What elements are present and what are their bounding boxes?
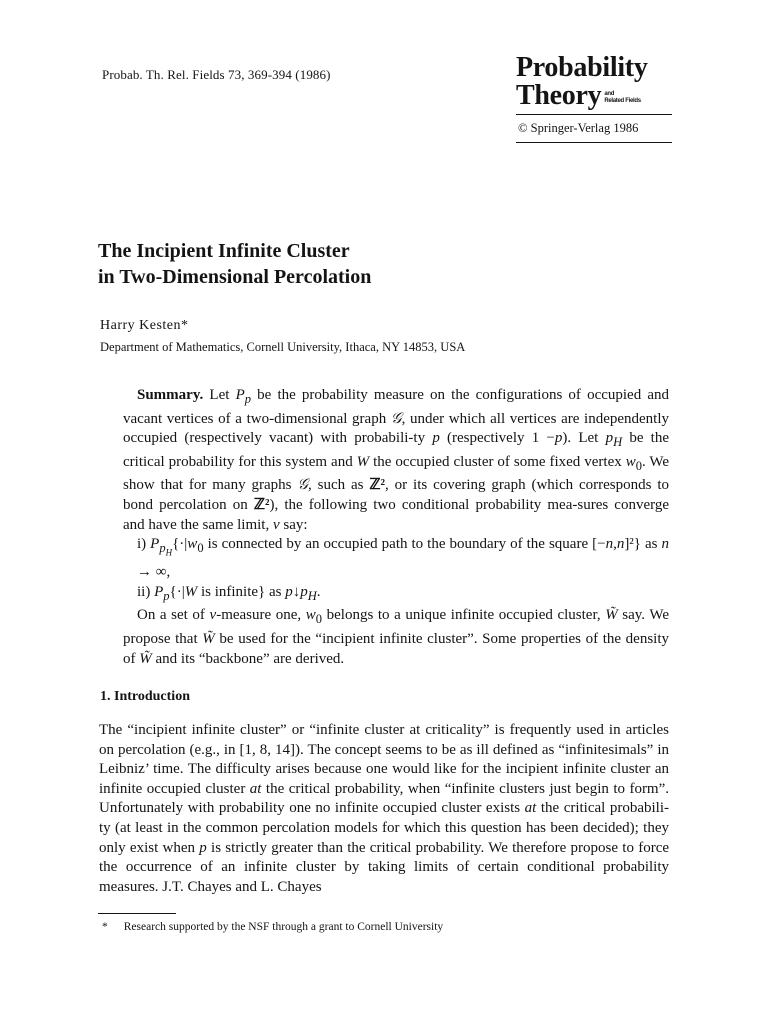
journal-citation: Probab. Th. Rel. Fields 73, 369-394 (1986) (102, 67, 331, 82)
math-symbol: P (235, 387, 245, 403)
summary-text: , or its covering graph (which corresponds to bond percolation on (123, 477, 669, 513)
summary-text: be the critical probability for this system and (123, 430, 670, 470)
body-text: is strictly greater than the critical probability. We therefore propose to force the occurrence of an infinite cluster by taking limits of certain conditional probability measures. J.T. Chayes and L. Chayes (99, 839, 670, 895)
copyright: © Springer-Verlag 1986 (518, 121, 639, 135)
math-symbol: p (163, 588, 170, 603)
math-symbol: ν (209, 607, 217, 624)
article-title (98, 238, 371, 290)
math-symbol: w (187, 536, 198, 553)
summary-condition-2 (123, 583, 669, 607)
summary-text: belongs to a unique infinite occupied cluster, (326, 607, 601, 624)
emphasis-text: at (249, 780, 262, 797)
journal-logo-subtitle: and Related Fields (604, 91, 641, 104)
author-footnote-mark: * (181, 318, 189, 333)
math-symbol: p (199, 839, 207, 856)
math-symbol: p (432, 430, 440, 447)
math-symbol: H (307, 588, 317, 603)
footnote (102, 921, 443, 933)
summary-text: ). Let (562, 430, 599, 447)
footnote-rule (98, 913, 176, 914)
math-symbol: 𝒢 (390, 410, 402, 427)
summary-text: {·| (172, 536, 188, 553)
summary-text: and its “backbone” are derived. (155, 650, 345, 667)
summary-paragraph-2 (123, 606, 669, 669)
math-symbol: n (616, 536, 625, 553)
section-heading: 1. Introduction (100, 689, 190, 704)
summary-text: ]²} as (624, 536, 658, 553)
summary-text: is infinite} as (200, 583, 282, 600)
math-symbol: n (661, 536, 669, 553)
math-symbol: ℤ² (253, 496, 270, 513)
summary-text: be used for the “incipient infinite cluster”. Some properties of the density of (123, 631, 670, 667)
math-symbol: w (625, 453, 636, 470)
journal-logo-line1: Probability (516, 52, 648, 83)
summary-label: Summary. (137, 387, 204, 403)
body-text: the critical probability, when “infinite clusters just begin to form”. Unfortunately with probability one no infinite occupied cluster exists (99, 780, 670, 817)
math-symbol: ν (272, 516, 280, 533)
summary-text: , under which all vertices are independently occupied (respectively vacant) with probabili-ty (123, 410, 670, 447)
math-symbol: p (285, 583, 293, 600)
math-symbol: P (150, 536, 160, 553)
summary-text: {·| (169, 583, 185, 600)
footnote-text: Research supported by the NSF through a grant to Cornell University (123, 921, 444, 933)
summary-text: . (316, 583, 321, 600)
logo-rule (516, 114, 672, 115)
logo-rule-bottom (516, 142, 672, 143)
summary-text: , (613, 536, 617, 553)
summary-block (123, 386, 669, 669)
math-symbol: ℤ² (369, 477, 386, 494)
math-symbol: 𝒢 (297, 477, 309, 494)
summary-text: say. We propose that (123, 607, 669, 648)
summary-text: ↓ (292, 583, 301, 600)
math-symbol: 0 (315, 612, 323, 627)
summary-text: i) (137, 536, 147, 553)
summary-condition-1 (123, 535, 669, 583)
math-symbol: p (159, 541, 166, 556)
author-name (100, 318, 189, 334)
math-symbol: W (184, 583, 198, 600)
summary-text: -measure one, (216, 607, 302, 624)
math-symbol: H (613, 435, 623, 450)
summary-text: Let (209, 387, 230, 403)
summary-text: (respectively 1 − (447, 430, 555, 447)
author-name-text: Harry Kesten (100, 318, 182, 333)
introduction-paragraph (99, 721, 669, 897)
journal-logo (516, 54, 672, 143)
summary-text: . We show that for many graphs (123, 453, 670, 494)
footnote-mark: * (102, 921, 108, 933)
math-symbol: W (356, 453, 370, 470)
body-text: the critical probabili-ty (at least in the common percolation models for which this question has been decided); they only exist when (99, 800, 670, 856)
summary-text: On a set of (137, 607, 205, 624)
summary-text: be the probability measure on the configurations of occupied and vacant vertices of a two-dimensional graph (123, 387, 670, 427)
journal-logo-theory: Theory (516, 80, 602, 111)
summary-text: → ∞, (137, 564, 171, 581)
journal-logo-line2 (516, 82, 672, 110)
emphasis-text: at (524, 800, 537, 817)
article-title-line2: in Two-Dimensional Percolation (98, 266, 372, 288)
math-symbol: n (605, 536, 614, 553)
math-symbol: w (305, 607, 316, 624)
math-symbol: p (554, 430, 563, 447)
math-symbol: p (244, 392, 251, 406)
introduction-body (99, 721, 669, 897)
math-symbol: p (300, 583, 308, 600)
math-symbol: 0 (635, 458, 642, 473)
math-symbol: 0 (197, 541, 204, 556)
summary-text: , such as (308, 477, 364, 494)
math-symbol: W̃ (202, 631, 215, 648)
summary-text: is connected by an occupied path to the boundary of the square [− (207, 536, 606, 553)
math-symbol: P (154, 583, 164, 600)
summary-paragraph (123, 386, 669, 535)
math-symbol: H (165, 547, 173, 558)
math-symbol: W̃ (605, 607, 618, 624)
math-symbol: p (605, 430, 614, 447)
summary-text: ), the following two conditional probability mea-sures converge and have the same limit, (123, 496, 669, 533)
summary-text: the occupied cluster of some fixed vertex (373, 453, 622, 470)
article-title-line1: The Incipient Infinite Cluster (98, 240, 350, 262)
math-symbol: W̃ (139, 650, 152, 667)
summary-text: say: (283, 516, 308, 533)
author-affiliation: Department of Mathematics, Cornell University, Ithaca, NY 14853, USA (100, 340, 466, 354)
summary-text: ii) (137, 583, 151, 600)
body-text: The “incipient infinite cluster” or “infinite cluster at criticality” is frequently used in articles on percolation (e.g., in [1, 8, 14]). The concept seems to be as ill defined as “infinitesimals” in Leibniz’ time. The difficulty arises because one would like for the incipient infinite cluster an infinite occupied cluster (99, 722, 669, 797)
